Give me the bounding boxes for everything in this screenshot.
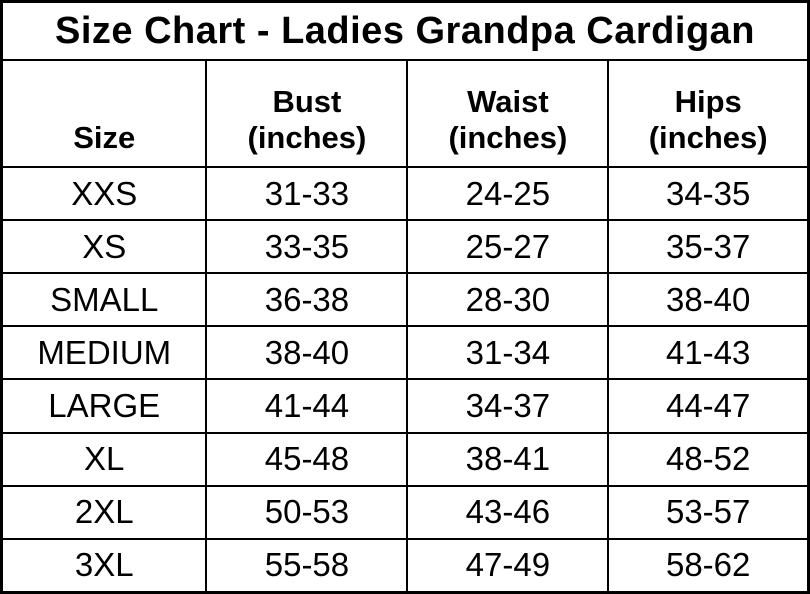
col-header-waist-unit: (inches) bbox=[448, 120, 568, 156]
row-xl bbox=[2, 433, 809, 486]
col-header-hips bbox=[608, 60, 808, 167]
hips-cell: 38-40 bbox=[608, 273, 808, 326]
hips-cell: 34-35 bbox=[608, 167, 808, 220]
waist-cell: 31-34 bbox=[407, 326, 608, 379]
size-cell: XXS bbox=[2, 167, 207, 220]
col-header-size bbox=[2, 60, 207, 167]
bust-cell: 55-58 bbox=[206, 539, 407, 593]
size-cell: LARGE bbox=[2, 379, 207, 432]
row-xs bbox=[2, 220, 809, 273]
waist-cell: 43-46 bbox=[407, 486, 608, 539]
bust-cell: 33-35 bbox=[206, 220, 407, 273]
hips-cell: 35-37 bbox=[608, 220, 808, 273]
size-cell: 2XL bbox=[2, 486, 207, 539]
bust-cell: 50-53 bbox=[206, 486, 407, 539]
waist-cell: 34-37 bbox=[407, 379, 608, 432]
col-header-hips-unit: (inches) bbox=[648, 120, 768, 156]
bust-cell: 36-38 bbox=[206, 273, 407, 326]
bust-cell: 41-44 bbox=[206, 379, 407, 432]
title-row bbox=[2, 2, 809, 61]
hips-cell: 48-52 bbox=[608, 433, 808, 486]
row-xxs bbox=[2, 167, 809, 220]
row-large bbox=[2, 379, 809, 432]
col-header-waist-label: Waist bbox=[467, 83, 549, 119]
waist-cell: 38-41 bbox=[407, 433, 608, 486]
col-header-waist bbox=[407, 60, 608, 167]
row-medium bbox=[2, 326, 809, 379]
bust-cell: 31-33 bbox=[206, 167, 407, 220]
hips-cell: 41-43 bbox=[608, 326, 808, 379]
row-small bbox=[2, 273, 809, 326]
hips-cell: 53-57 bbox=[608, 486, 808, 539]
size-cell: 3XL bbox=[2, 539, 207, 593]
bust-cell: 45-48 bbox=[206, 433, 407, 486]
waist-cell: 47-49 bbox=[407, 539, 608, 593]
col-header-hips-label: Hips bbox=[674, 83, 742, 119]
hips-cell: 58-62 bbox=[608, 539, 808, 593]
waist-cell: 24-25 bbox=[407, 167, 608, 220]
chart-title: Size Chart - Ladies Grandpa Cardigan bbox=[2, 2, 809, 61]
size-cell: MEDIUM bbox=[2, 326, 207, 379]
size-cell: XS bbox=[2, 220, 207, 273]
row-2xl bbox=[2, 486, 809, 539]
size-cell: XL bbox=[2, 433, 207, 486]
header-row bbox=[2, 60, 809, 167]
bust-cell: 38-40 bbox=[206, 326, 407, 379]
col-header-bust-label: Bust bbox=[272, 83, 342, 119]
hips-cell: 44-47 bbox=[608, 379, 808, 432]
col-header-bust-unit: (inches) bbox=[247, 120, 367, 156]
size-cell: SMALL bbox=[2, 273, 207, 326]
col-header-size-label: Size bbox=[73, 120, 136, 156]
waist-cell: 25-27 bbox=[407, 220, 608, 273]
row-3xl bbox=[2, 539, 809, 593]
col-header-bust bbox=[206, 60, 407, 167]
waist-cell: 28-30 bbox=[407, 273, 608, 326]
